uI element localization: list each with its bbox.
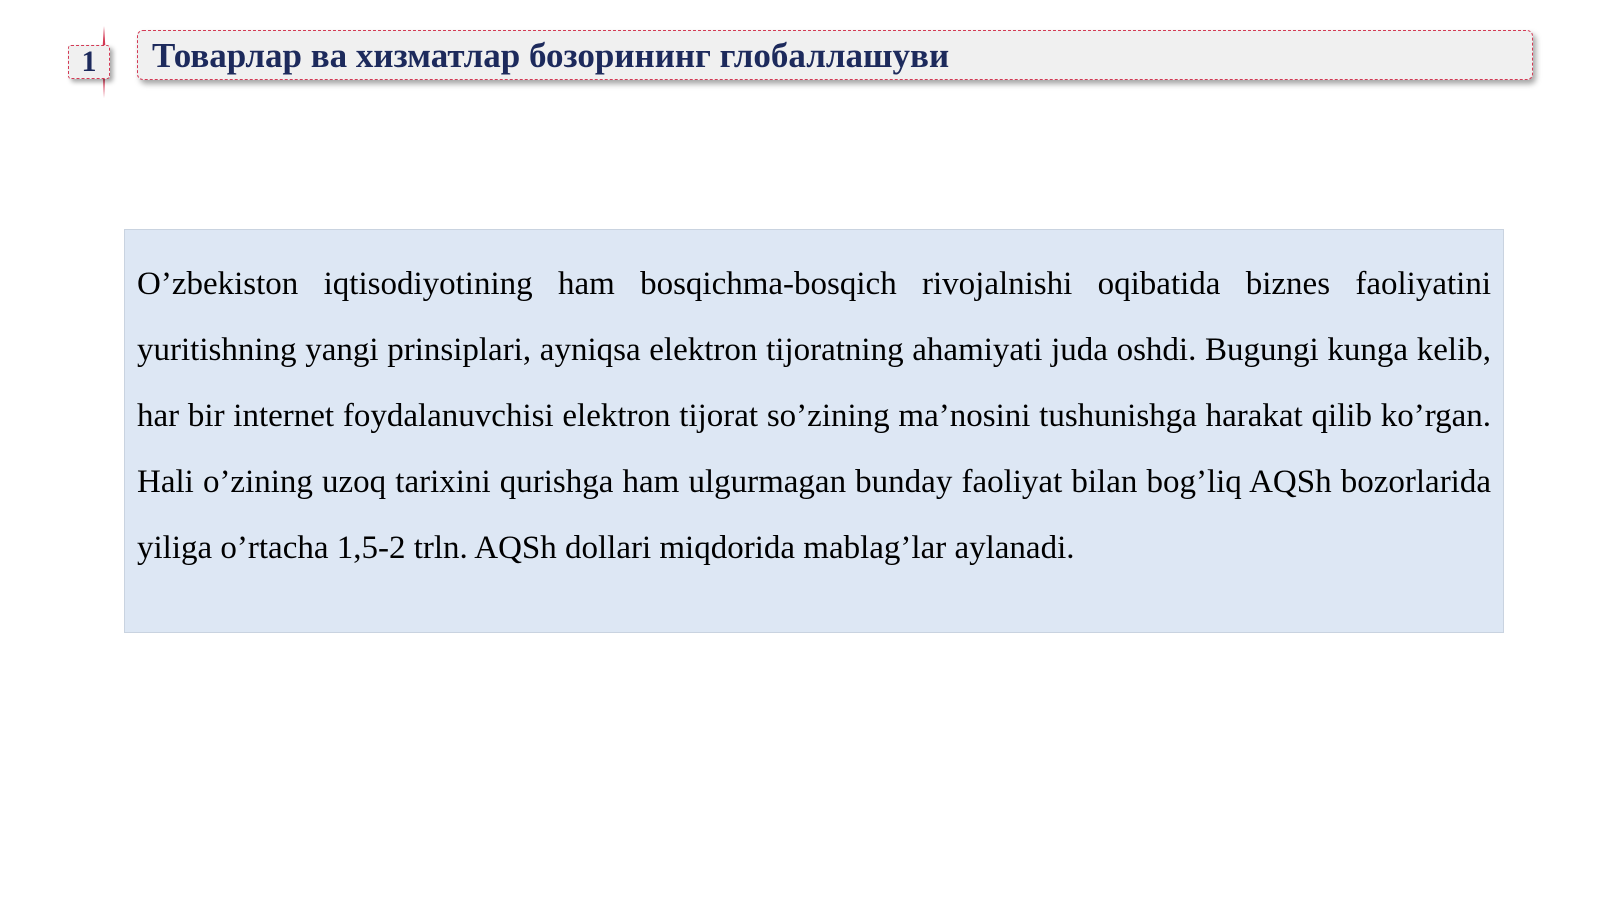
- slide-number: 1: [81, 45, 97, 78]
- slide-title: Товарлар ва хизматлар бозорининг глобаллашуви: [152, 35, 950, 75]
- content-box: [124, 229, 1504, 633]
- title-bar: [137, 30, 1533, 80]
- body-paragraph: O’zbekiston iqtisodiyotining ham bosqichma-bosqich rivojalnishi oqibatida biznes faoliyatini yuritishning yangi prinsiplari, ayniqsa elektron tijoratning ahamiyati juda oshdi. Bugungi kunga kelib, har bir internet foydalanuvchisi elektron tijorat so’zining ma’nosini tushunishga harakat qilib ko’rgan. Hali o’zining uzoq tarixini qurishga ham ulgurmagan bunday faoliyat bilan bog’liq AQSh bozorlarida yiliga o’rtacha 1,5-2 trln. AQSh dollari miqdorida mablag’lar aylanadi.: [137, 266, 1491, 566]
- slide-number-badge: [68, 45, 110, 79]
